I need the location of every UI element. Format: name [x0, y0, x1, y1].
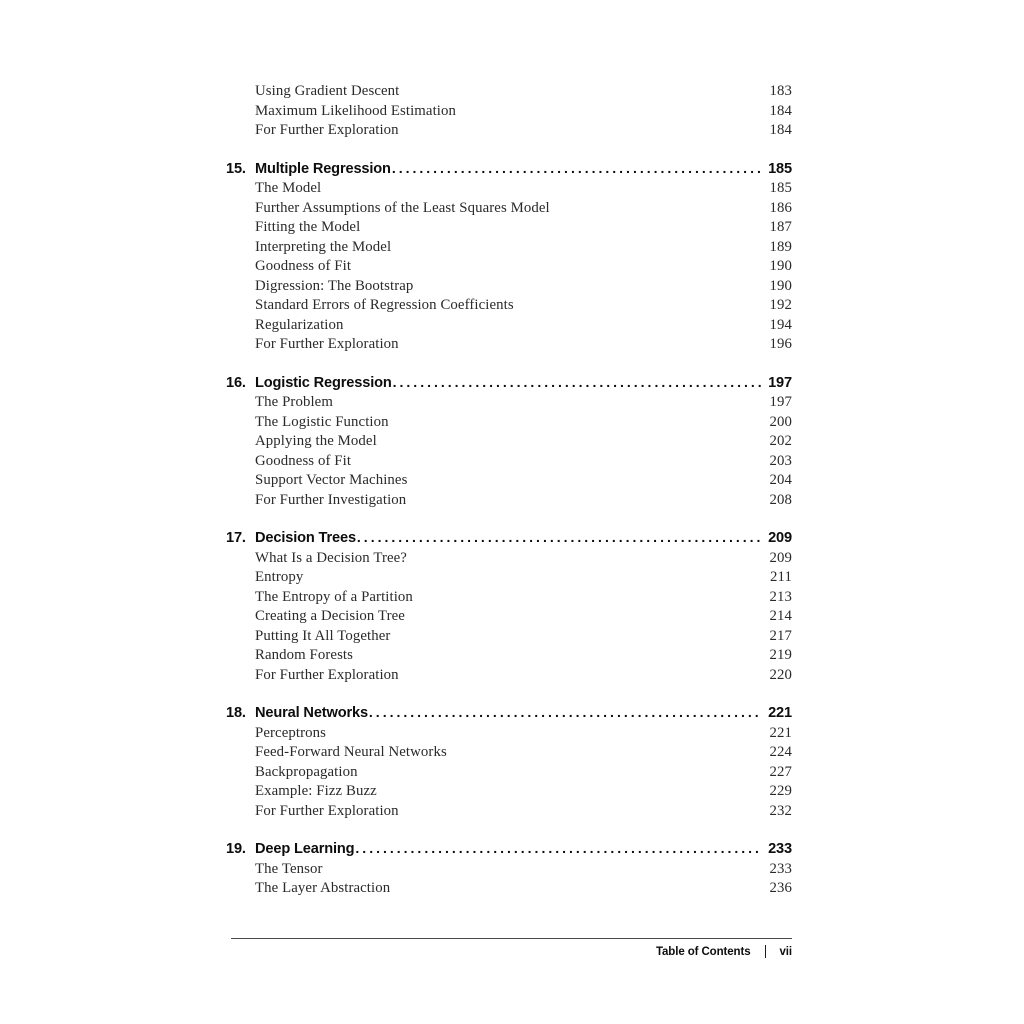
entry-page-number: 202	[769, 433, 792, 449]
entry-title: Support Vector Machines	[255, 472, 408, 488]
entry-title: Backpropagation	[255, 763, 358, 780]
toc-chapter-row	[226, 373, 792, 394]
toc-entry-row	[226, 802, 792, 822]
entry-page-number: 211	[770, 569, 792, 585]
entry-title: For Further Exploration	[255, 802, 399, 819]
entry-page-number: 232	[769, 802, 792, 819]
chapter-page-number: 209	[768, 530, 792, 546]
toc-entry-row	[226, 413, 792, 433]
chapter-title: Multiple Regression	[255, 160, 391, 177]
toc-entry-row	[226, 491, 792, 511]
entry-title: Feed-Forward Neural Networks	[255, 744, 447, 760]
chapter-page-number: 221	[768, 705, 792, 721]
entry-title: Regularization	[255, 316, 344, 333]
toc-entry-row	[226, 296, 792, 316]
chapter-page-number: 233	[768, 841, 792, 857]
entry-title: Further Assumptions of the Least Squares Model	[255, 199, 550, 216]
chapter-title: Deep Learning	[255, 841, 355, 857]
toc-entry-row	[226, 257, 792, 277]
page-footer	[231, 938, 792, 958]
chapter-title: Decision Trees	[255, 530, 356, 546]
entry-page-number: 204	[769, 472, 792, 488]
entry-title: Goodness of Fit	[255, 452, 352, 469]
footer-page-number: vii	[779, 945, 792, 958]
entry-title: For Further Exploration	[255, 336, 399, 352]
entry-page-number: 187	[769, 219, 792, 235]
entry-page-number: 227	[769, 763, 792, 780]
toc-entry-row	[226, 666, 792, 686]
entry-page-number: 203	[769, 452, 792, 469]
entry-title: Fitting the Model	[255, 219, 361, 235]
dot-leader	[369, 703, 761, 724]
entry-title: Maximum Likelihood Estimation	[255, 102, 456, 119]
entry-page-number: 190	[769, 277, 792, 294]
toc-entry-row	[226, 607, 792, 627]
toc-entry-row	[226, 471, 792, 491]
entry-page-number: 183	[769, 83, 792, 99]
toc-entry-row	[226, 277, 792, 297]
dot-leader	[392, 159, 761, 180]
entry-page-number: 194	[769, 316, 792, 333]
entry-title: Applying the Model	[255, 433, 377, 449]
toc-entry-row	[226, 724, 792, 744]
entry-page-number: 224	[769, 744, 792, 760]
toc-entry-row	[226, 627, 792, 647]
entry-title: The Tensor	[255, 860, 323, 877]
entry-page-number: 213	[769, 588, 792, 605]
entry-page-number: 197	[769, 394, 792, 410]
entry-title: The Model	[255, 180, 322, 196]
table-of-contents	[226, 82, 792, 899]
entry-page-number: 229	[769, 783, 792, 799]
entry-title: Example: Fizz Buzz	[255, 783, 377, 799]
chapter-title: Neural Networks	[255, 705, 368, 721]
entry-page-number: 200	[769, 413, 792, 430]
dot-leader	[355, 839, 761, 860]
entry-page-number: 192	[769, 297, 792, 313]
entry-title: Entropy	[255, 569, 304, 585]
entry-title: The Entropy of a Partition	[255, 588, 413, 605]
toc-entry-row	[226, 432, 792, 452]
entry-page-number: 236	[769, 880, 792, 896]
entry-title: Putting It All Together	[255, 627, 391, 644]
toc-entry-row	[226, 102, 792, 122]
entry-page-number: 214	[769, 608, 792, 624]
toc-entry-row	[226, 743, 792, 763]
entry-page-number: 190	[769, 258, 792, 274]
entry-page-number: 233	[769, 860, 792, 877]
entry-title: Creating a Decision Tree	[255, 608, 405, 624]
chapter-number: 18.	[226, 705, 246, 721]
toc-entry-row	[226, 568, 792, 588]
entry-title: Standard Errors of Regression Coefficients	[255, 297, 514, 313]
entry-page-number: 209	[769, 549, 792, 566]
entry-page-number: 184	[769, 122, 792, 138]
entry-title: For Further Exploration	[255, 122, 399, 138]
entry-title: The Logistic Function	[255, 413, 389, 430]
toc-entry-row	[226, 860, 792, 880]
chapter-page-number: 197	[768, 374, 792, 391]
entry-title: Perceptrons	[255, 724, 326, 741]
toc-entry-row	[226, 121, 792, 141]
entry-page-number: 186	[769, 199, 792, 216]
toc-entry-row	[226, 549, 792, 569]
entry-title: Goodness of Fit	[255, 258, 352, 274]
entry-page-number: 220	[769, 666, 792, 683]
entry-title: The Layer Abstraction	[255, 880, 391, 896]
toc-chapter-row	[226, 528, 792, 549]
toc-entry-row	[226, 763, 792, 783]
toc-chapter-row	[226, 839, 792, 860]
toc-entry-row	[226, 179, 792, 199]
toc-entry-row	[226, 199, 792, 219]
entry-title: Digression: The Bootstrap	[255, 277, 414, 294]
toc-entry-row	[226, 238, 792, 258]
chapter-number: 16.	[226, 374, 246, 391]
chapter-title: Logistic Regression	[255, 374, 392, 391]
chapter-number: 17.	[226, 530, 246, 546]
footer-separator	[765, 945, 766, 958]
chapter-number: 15.	[226, 160, 246, 177]
entry-title: The Problem	[255, 394, 333, 410]
entry-title: Interpreting the Model	[255, 238, 392, 255]
toc-entry-row	[226, 335, 792, 355]
entry-page-number: 189	[769, 238, 792, 255]
toc-entry-row	[226, 218, 792, 238]
entry-title: For Further Exploration	[255, 666, 399, 683]
entry-page-number: 217	[769, 627, 792, 644]
chapter-page-number: 185	[768, 160, 792, 177]
toc-entry-row	[226, 782, 792, 802]
entry-page-number: 208	[769, 491, 792, 508]
dot-leader	[393, 373, 761, 394]
toc-entry-row	[226, 879, 792, 899]
chapter-number: 19.	[226, 841, 246, 857]
toc-entry-row	[226, 646, 792, 666]
entry-page-number: 196	[769, 336, 792, 352]
toc-chapter-row	[226, 703, 792, 724]
footer-section-label: Table of Contents	[655, 945, 751, 958]
toc-entry-row	[226, 82, 792, 102]
toc-entry-row	[226, 393, 792, 413]
entry-page-number: 184	[769, 102, 792, 119]
entry-title: Random Forests	[255, 647, 353, 663]
entry-page-number: 185	[769, 180, 792, 196]
toc-chapter-row	[226, 159, 792, 180]
entry-title: For Further Investigation	[255, 491, 407, 508]
entry-page-number: 221	[769, 724, 792, 741]
entry-page-number: 219	[769, 647, 792, 663]
toc-entry-row	[226, 316, 792, 336]
entry-title: Using Gradient Descent	[255, 83, 400, 99]
toc-entry-row	[226, 452, 792, 472]
entry-title: What Is a Decision Tree?	[255, 549, 407, 566]
toc-entry-row	[226, 588, 792, 608]
dot-leader	[357, 528, 761, 549]
